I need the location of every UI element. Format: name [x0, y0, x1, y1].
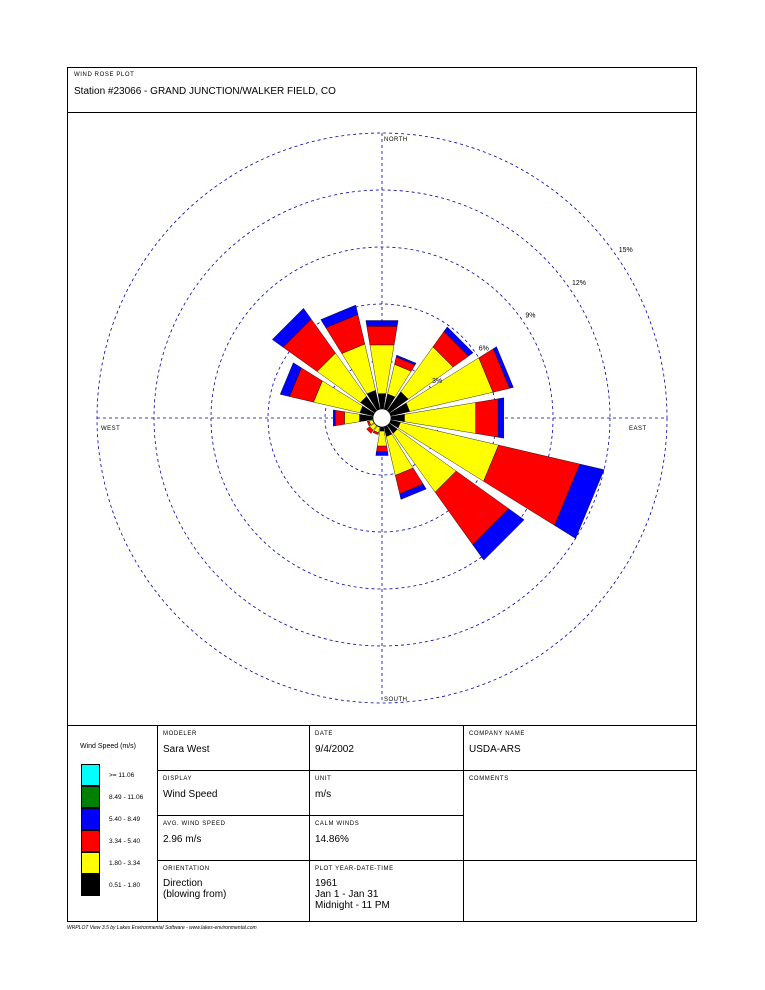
- petal-n-segment-3: [366, 321, 398, 327]
- software-credit: WRPLOT View 3.5 by Lakes Environmental Software - www.lakes-environmental.com: [67, 925, 257, 931]
- company-value: USDA-ARS: [469, 744, 521, 755]
- petal-s-segment-1: [377, 431, 386, 446]
- divider: [309, 726, 310, 922]
- petals-layer: [272, 305, 604, 560]
- calm-winds-label: CALM WINDS: [315, 821, 360, 827]
- orientation-label: ORIENTATION: [163, 866, 210, 872]
- south-label: SOUTH: [384, 697, 408, 703]
- legend-label: 5.40 - 8.49: [109, 816, 141, 823]
- ring-label: 12%: [572, 279, 587, 287]
- avg-wind-speed-value: 2.96 m/s: [163, 834, 202, 845]
- plot-period-label: PLOT YEAR-DATE-TIME: [315, 866, 394, 872]
- legend-label: 3.34 - 5.40: [109, 838, 141, 845]
- legend-title: Wind Speed (m/s): [80, 743, 137, 750]
- west-label: WEST: [101, 426, 121, 432]
- petal-n-segment-2: [367, 326, 397, 345]
- divider: [463, 726, 464, 922]
- comments-label: COMMENTS: [469, 776, 509, 782]
- east-label: EAST: [629, 426, 647, 432]
- legend-swatch-red: [81, 830, 100, 852]
- divider: [157, 770, 696, 771]
- petal-s-segment-2: [376, 446, 387, 452]
- legend-label: 1.80 - 3.34: [109, 860, 141, 867]
- petal-e-segment-3: [498, 398, 504, 438]
- legend-swatch-black: [81, 874, 100, 896]
- north-label: NORTH: [384, 137, 408, 143]
- divider: [157, 860, 696, 861]
- unit-label: UNIT: [315, 776, 332, 782]
- petal-w-segment-1: [345, 412, 360, 424]
- divider: [157, 726, 158, 922]
- report-header: [68, 68, 696, 113]
- date-label: DATE: [315, 731, 333, 737]
- divider: [157, 815, 463, 816]
- report-title: WIND ROSE PLOT: [74, 72, 135, 78]
- petal-w-segment-2: [335, 410, 344, 426]
- petal-s-segment-3: [376, 452, 388, 456]
- display-value: Wind Speed: [163, 789, 218, 800]
- legend-label: >= 11.06: [109, 772, 135, 779]
- display-label: DISPLAY: [163, 776, 193, 782]
- legend-swatch-green: [81, 786, 100, 808]
- ring-label: 9%: [525, 312, 536, 320]
- company-label: COMPANY NAME: [469, 731, 525, 737]
- calm-winds-value: 14.86%: [315, 834, 349, 845]
- petal-w-segment-3: [333, 410, 335, 426]
- legend-label: 0.51 - 1.80: [109, 882, 141, 889]
- ring-label: 3%: [432, 378, 443, 385]
- station-name: Station #23066 - GRAND JUNCTION/WALKER FIELD, CO: [74, 86, 336, 97]
- calm-circle: [373, 409, 391, 427]
- wind-rose-report: [67, 67, 697, 922]
- info-panel: [68, 725, 696, 922]
- legend-swatch-blue: [81, 808, 100, 830]
- ring-labels-layer: [432, 247, 633, 385]
- orientation-value-line2: (blowing from): [163, 889, 227, 900]
- legend-swatch-yellow: [81, 852, 100, 874]
- modeler-value: Sara West: [163, 744, 210, 755]
- ring-label: 15%: [618, 247, 633, 255]
- plot-year: 1961: [315, 878, 338, 889]
- unit-value: m/s: [315, 789, 332, 800]
- legend-swatch-cyan: [81, 764, 100, 786]
- modeler-label: MODELER: [163, 731, 197, 737]
- petal-e-segment-2: [476, 399, 499, 437]
- date-value: 9/4/2002: [315, 744, 354, 755]
- legend-label: 8.49 - 11.06: [109, 794, 144, 801]
- orientation-value-line1: Direction: [163, 878, 203, 889]
- wind-rose-plot-area: [68, 113, 696, 725]
- plot-date-range: Jan 1 - Jan 31: [315, 889, 379, 900]
- wind-rose-chart: [68, 113, 696, 725]
- avg-wind-speed-label: AVG. WIND SPEED: [163, 821, 226, 827]
- ring-label: 6%: [478, 345, 489, 353]
- plot-time-range: Midnight - 11 PM: [315, 900, 390, 911]
